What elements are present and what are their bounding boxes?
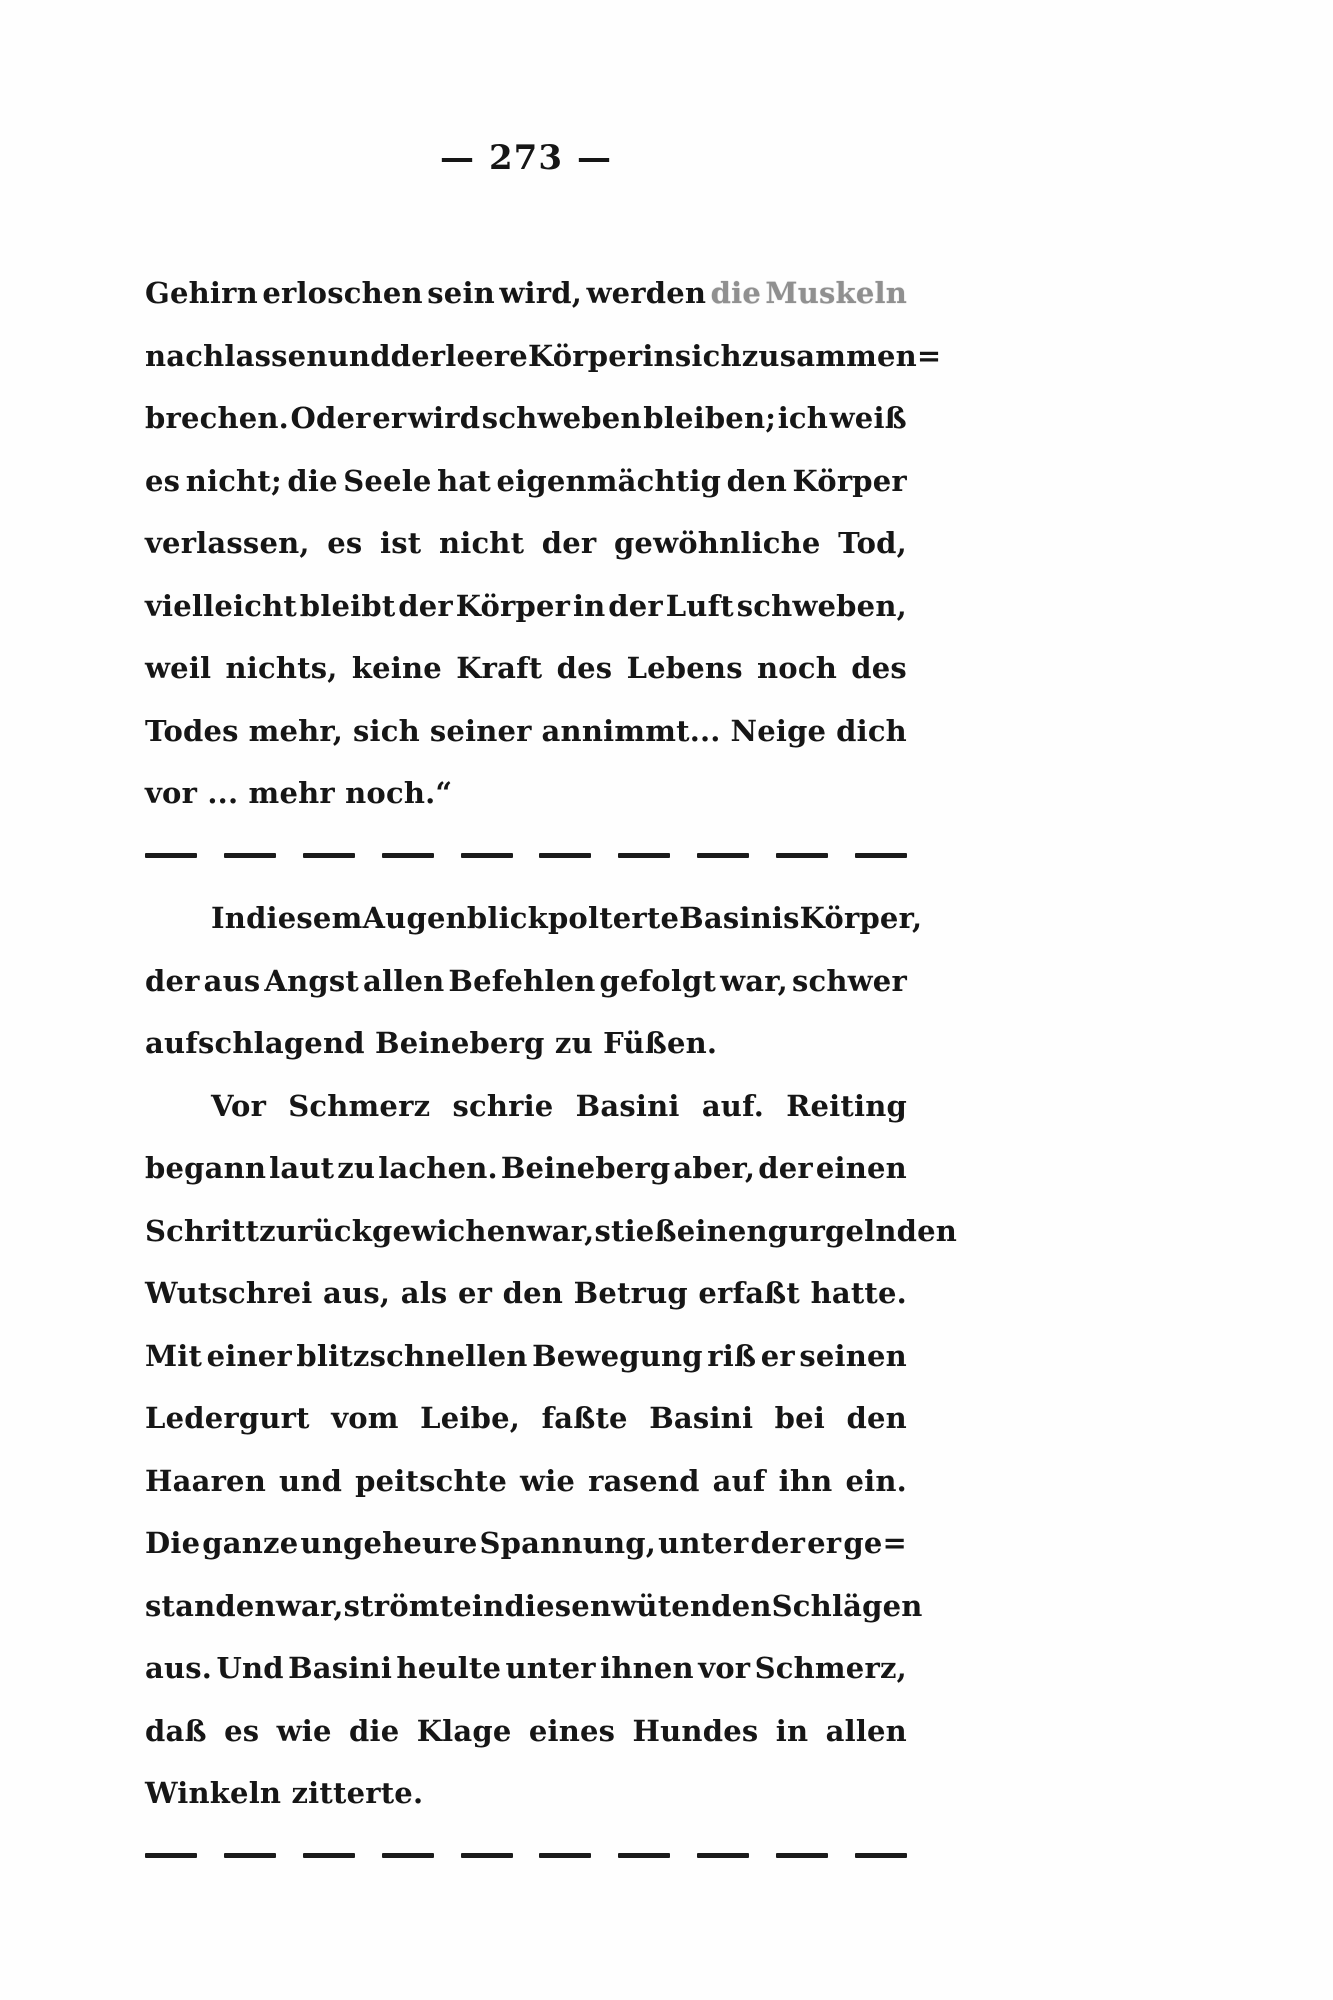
word: weiß — [829, 401, 907, 435]
word: zurückgewichen — [259, 1213, 527, 1248]
word: einen — [676, 1213, 768, 1248]
word: Haaren — [145, 1463, 266, 1498]
word: begann — [145, 1151, 267, 1185]
word: Mit — [145, 1338, 203, 1373]
word: stieß — [594, 1213, 677, 1248]
word: In — [211, 901, 247, 935]
word: Kraft — [456, 651, 543, 685]
header-right-dash: — — [576, 138, 612, 178]
word: den — [846, 1401, 907, 1435]
word: Muskeln — [765, 276, 907, 310]
text-line: aufschlagend Beineberg zu Füßen. — [145, 1026, 718, 1060]
word: einer — [206, 1338, 292, 1373]
word: in — [572, 588, 606, 623]
separator-dash — [382, 853, 434, 858]
word: Wutschrei — [145, 1276, 313, 1310]
separator-dash — [303, 853, 355, 858]
word: und — [327, 338, 391, 373]
word: Schmerz — [288, 1088, 431, 1123]
word: schweben — [481, 401, 642, 435]
text-line — [145, 325, 942, 388]
text-line — [145, 575, 907, 638]
word: dich — [836, 713, 907, 748]
word: als — [400, 1276, 448, 1310]
word: wie — [520, 1463, 576, 1498]
word: Spannung, — [479, 1526, 657, 1560]
word: gefolgt — [599, 963, 717, 998]
word: laut — [269, 1151, 335, 1185]
word: auf. — [701, 1088, 765, 1123]
word: Und — [216, 1651, 284, 1685]
word: Schlägen — [771, 1588, 923, 1623]
word: Neige — [730, 713, 827, 748]
text-line — [145, 262, 907, 325]
word: weil — [145, 651, 212, 685]
word: seiner — [429, 713, 532, 748]
word: der — [608, 588, 663, 623]
separator-dash — [382, 1853, 434, 1858]
word: Reiting — [786, 1088, 907, 1123]
text-line: vor ... mehr noch.“ — [145, 776, 453, 810]
word: Befehlen — [448, 963, 596, 998]
text-line: Winkeln zitterte. — [145, 1776, 424, 1810]
word: Vor — [211, 1088, 267, 1123]
word: gurgelnden — [767, 1213, 958, 1248]
word: lachen. — [378, 1151, 498, 1185]
word: Lebens — [626, 651, 743, 685]
word: des — [851, 651, 907, 685]
text-line — [145, 1325, 907, 1388]
text-line — [145, 1700, 907, 1763]
word: sich — [353, 713, 420, 748]
word: eigenmächtig — [496, 463, 722, 498]
word: aus, — [323, 1276, 391, 1310]
word: ein. — [845, 1463, 907, 1498]
word: Gehirn — [145, 276, 258, 310]
word: unter — [505, 1651, 596, 1685]
word: Körper — [455, 588, 571, 623]
separator-dash — [776, 1853, 828, 1858]
word: Angst — [264, 963, 360, 998]
text-line — [145, 1450, 907, 1513]
word: wird — [407, 401, 481, 435]
word: der — [541, 526, 597, 560]
word: bleibt — [299, 588, 396, 623]
word: Leibe, — [420, 1401, 521, 1435]
word: ge= — [843, 1526, 907, 1560]
word: Die — [145, 1526, 201, 1560]
word: Betrug — [573, 1276, 688, 1310]
word: allen — [825, 1713, 907, 1748]
word: Ledergurt — [145, 1401, 310, 1435]
word: brechen. — [145, 401, 289, 435]
word: aus — [203, 963, 261, 998]
text-line — [145, 1575, 923, 1638]
word: in — [471, 1588, 505, 1623]
word: den — [726, 463, 787, 498]
word: faßte — [541, 1401, 628, 1435]
word: Todes — [145, 713, 239, 748]
word: war, — [526, 1213, 595, 1248]
separator-dash — [461, 853, 513, 858]
page-number: 273 — [489, 138, 563, 178]
word: rasend — [588, 1463, 700, 1498]
word: Schmerz, — [754, 1651, 907, 1685]
word: strömte — [343, 1588, 472, 1623]
word: die — [349, 1713, 400, 1748]
word: riß — [707, 1338, 757, 1373]
word: wird, — [499, 276, 583, 310]
word: diesem — [246, 901, 363, 935]
separator-dash — [855, 1853, 907, 1858]
word: vielleicht — [145, 588, 297, 623]
word: er — [372, 401, 407, 435]
word: diesen — [504, 1588, 612, 1623]
text-line — [145, 700, 907, 763]
word: den — [502, 1276, 564, 1310]
separator-dash — [776, 853, 828, 858]
word: gewöhnliche — [613, 526, 821, 560]
word: auf — [712, 1463, 766, 1498]
word: ich — [777, 401, 829, 435]
word: er — [807, 1526, 842, 1560]
word: Schritt — [145, 1213, 260, 1248]
text-line — [145, 387, 907, 450]
text-line — [145, 1637, 907, 1700]
word: schweben, — [736, 588, 907, 623]
word: war, — [720, 963, 788, 998]
word: Basini — [649, 1401, 754, 1435]
word: hatte. — [810, 1276, 907, 1310]
word: bei — [774, 1401, 826, 1435]
word: der — [758, 1151, 813, 1185]
word: und — [279, 1463, 343, 1498]
word: nicht — [438, 526, 525, 560]
word: unter — [658, 1526, 749, 1560]
word: standen — [145, 1588, 276, 1623]
word: ihn — [778, 1463, 833, 1498]
word: des — [556, 651, 613, 685]
word: verlassen, — [145, 526, 310, 560]
word: einen — [815, 1151, 907, 1185]
word: es — [224, 1713, 260, 1748]
word: leere — [445, 338, 528, 373]
text-block — [145, 262, 958, 1887]
word: erfaßt — [698, 1276, 801, 1310]
text-line — [145, 637, 907, 700]
word: blitzschnellen — [296, 1338, 528, 1373]
text-line — [145, 1262, 907, 1325]
separator-dash — [224, 1853, 276, 1858]
separator-dash — [145, 1853, 197, 1858]
word: aus. — [145, 1651, 213, 1685]
text-line — [145, 950, 907, 1013]
word: es — [327, 526, 363, 560]
word: vor — [698, 1651, 751, 1685]
text-line — [145, 1200, 958, 1263]
word: heulte — [396, 1651, 502, 1685]
word: daß — [145, 1713, 207, 1748]
word: keine — [351, 651, 442, 685]
word: ihnen — [600, 1651, 694, 1685]
page-number-header — [145, 138, 907, 178]
word: vom — [331, 1401, 399, 1435]
word: polterte — [547, 901, 680, 935]
separator-row — [145, 1825, 907, 1888]
word: die — [710, 276, 761, 310]
word: er — [457, 1276, 493, 1310]
header-left-dash: — — [440, 138, 475, 178]
word: Oder — [290, 401, 371, 435]
word: schrie — [452, 1088, 554, 1123]
word: allen — [363, 963, 445, 998]
text-line — [145, 450, 907, 513]
word: sich — [674, 338, 742, 373]
separator-dash — [539, 853, 591, 858]
word: es — [145, 463, 181, 498]
text-line — [145, 1075, 907, 1138]
word: Basini — [575, 1088, 680, 1123]
word: aber, — [673, 1151, 756, 1185]
word: Beineberg — [500, 1151, 671, 1185]
word: er — [760, 1338, 795, 1373]
word: Hundes — [632, 1713, 759, 1748]
word: Klage — [416, 1713, 512, 1748]
separator-dash — [303, 1853, 355, 1858]
word: ist — [380, 526, 422, 560]
word: der — [750, 1526, 806, 1560]
text-line — [145, 1512, 907, 1575]
word: eines — [528, 1713, 616, 1748]
word: wie — [276, 1713, 332, 1748]
word: sein — [427, 276, 495, 310]
text-line — [145, 512, 907, 575]
word: ganze — [202, 1526, 299, 1560]
word: Basinis — [679, 901, 800, 935]
separator-dash — [697, 853, 749, 858]
word: Tod, — [838, 526, 907, 560]
word: Seele — [343, 463, 432, 498]
word: der — [398, 588, 453, 623]
word: Luft — [665, 588, 734, 623]
word: ungeheure — [300, 1526, 478, 1560]
separator-dash — [697, 1853, 749, 1858]
word: Basini — [288, 1651, 393, 1685]
word: Körper — [527, 338, 643, 373]
word: der — [390, 338, 446, 373]
separator-dash — [461, 1853, 513, 1858]
word: peitschte — [355, 1463, 507, 1498]
text-line — [145, 887, 923, 950]
separator-dash — [539, 1853, 591, 1858]
word: wütenden — [611, 1588, 772, 1623]
separator-dash — [224, 853, 276, 858]
word: in — [642, 338, 675, 373]
text-line — [145, 1387, 907, 1450]
word: schwer — [791, 963, 907, 998]
word: war, — [275, 1588, 344, 1623]
word: zu — [337, 1151, 376, 1185]
word: werden — [586, 276, 707, 310]
word: nicht; — [185, 463, 282, 498]
word: annimmt... — [541, 713, 721, 748]
word: nichts, — [225, 651, 338, 685]
word: noch — [757, 651, 837, 685]
word: zusammen= — [741, 338, 942, 373]
separator-dash — [618, 853, 670, 858]
word: die — [287, 463, 338, 498]
word: nachlassen — [145, 338, 328, 373]
word: mehr, — [248, 713, 344, 748]
separator-row — [145, 825, 907, 888]
word: Bewegung — [532, 1338, 703, 1373]
word: seinen — [799, 1338, 907, 1373]
word: Körper — [792, 463, 907, 498]
word: bleiben; — [643, 401, 777, 435]
separator-dash — [618, 1853, 670, 1858]
word: hat — [437, 463, 491, 498]
word: erloschen — [262, 276, 423, 310]
word: der — [145, 963, 200, 998]
separator-dash — [145, 853, 197, 858]
text-line — [145, 1137, 907, 1200]
separator-dash — [855, 853, 907, 858]
word: Körper, — [799, 901, 923, 935]
word: Augenblick — [362, 901, 548, 935]
word: in — [775, 1713, 809, 1748]
